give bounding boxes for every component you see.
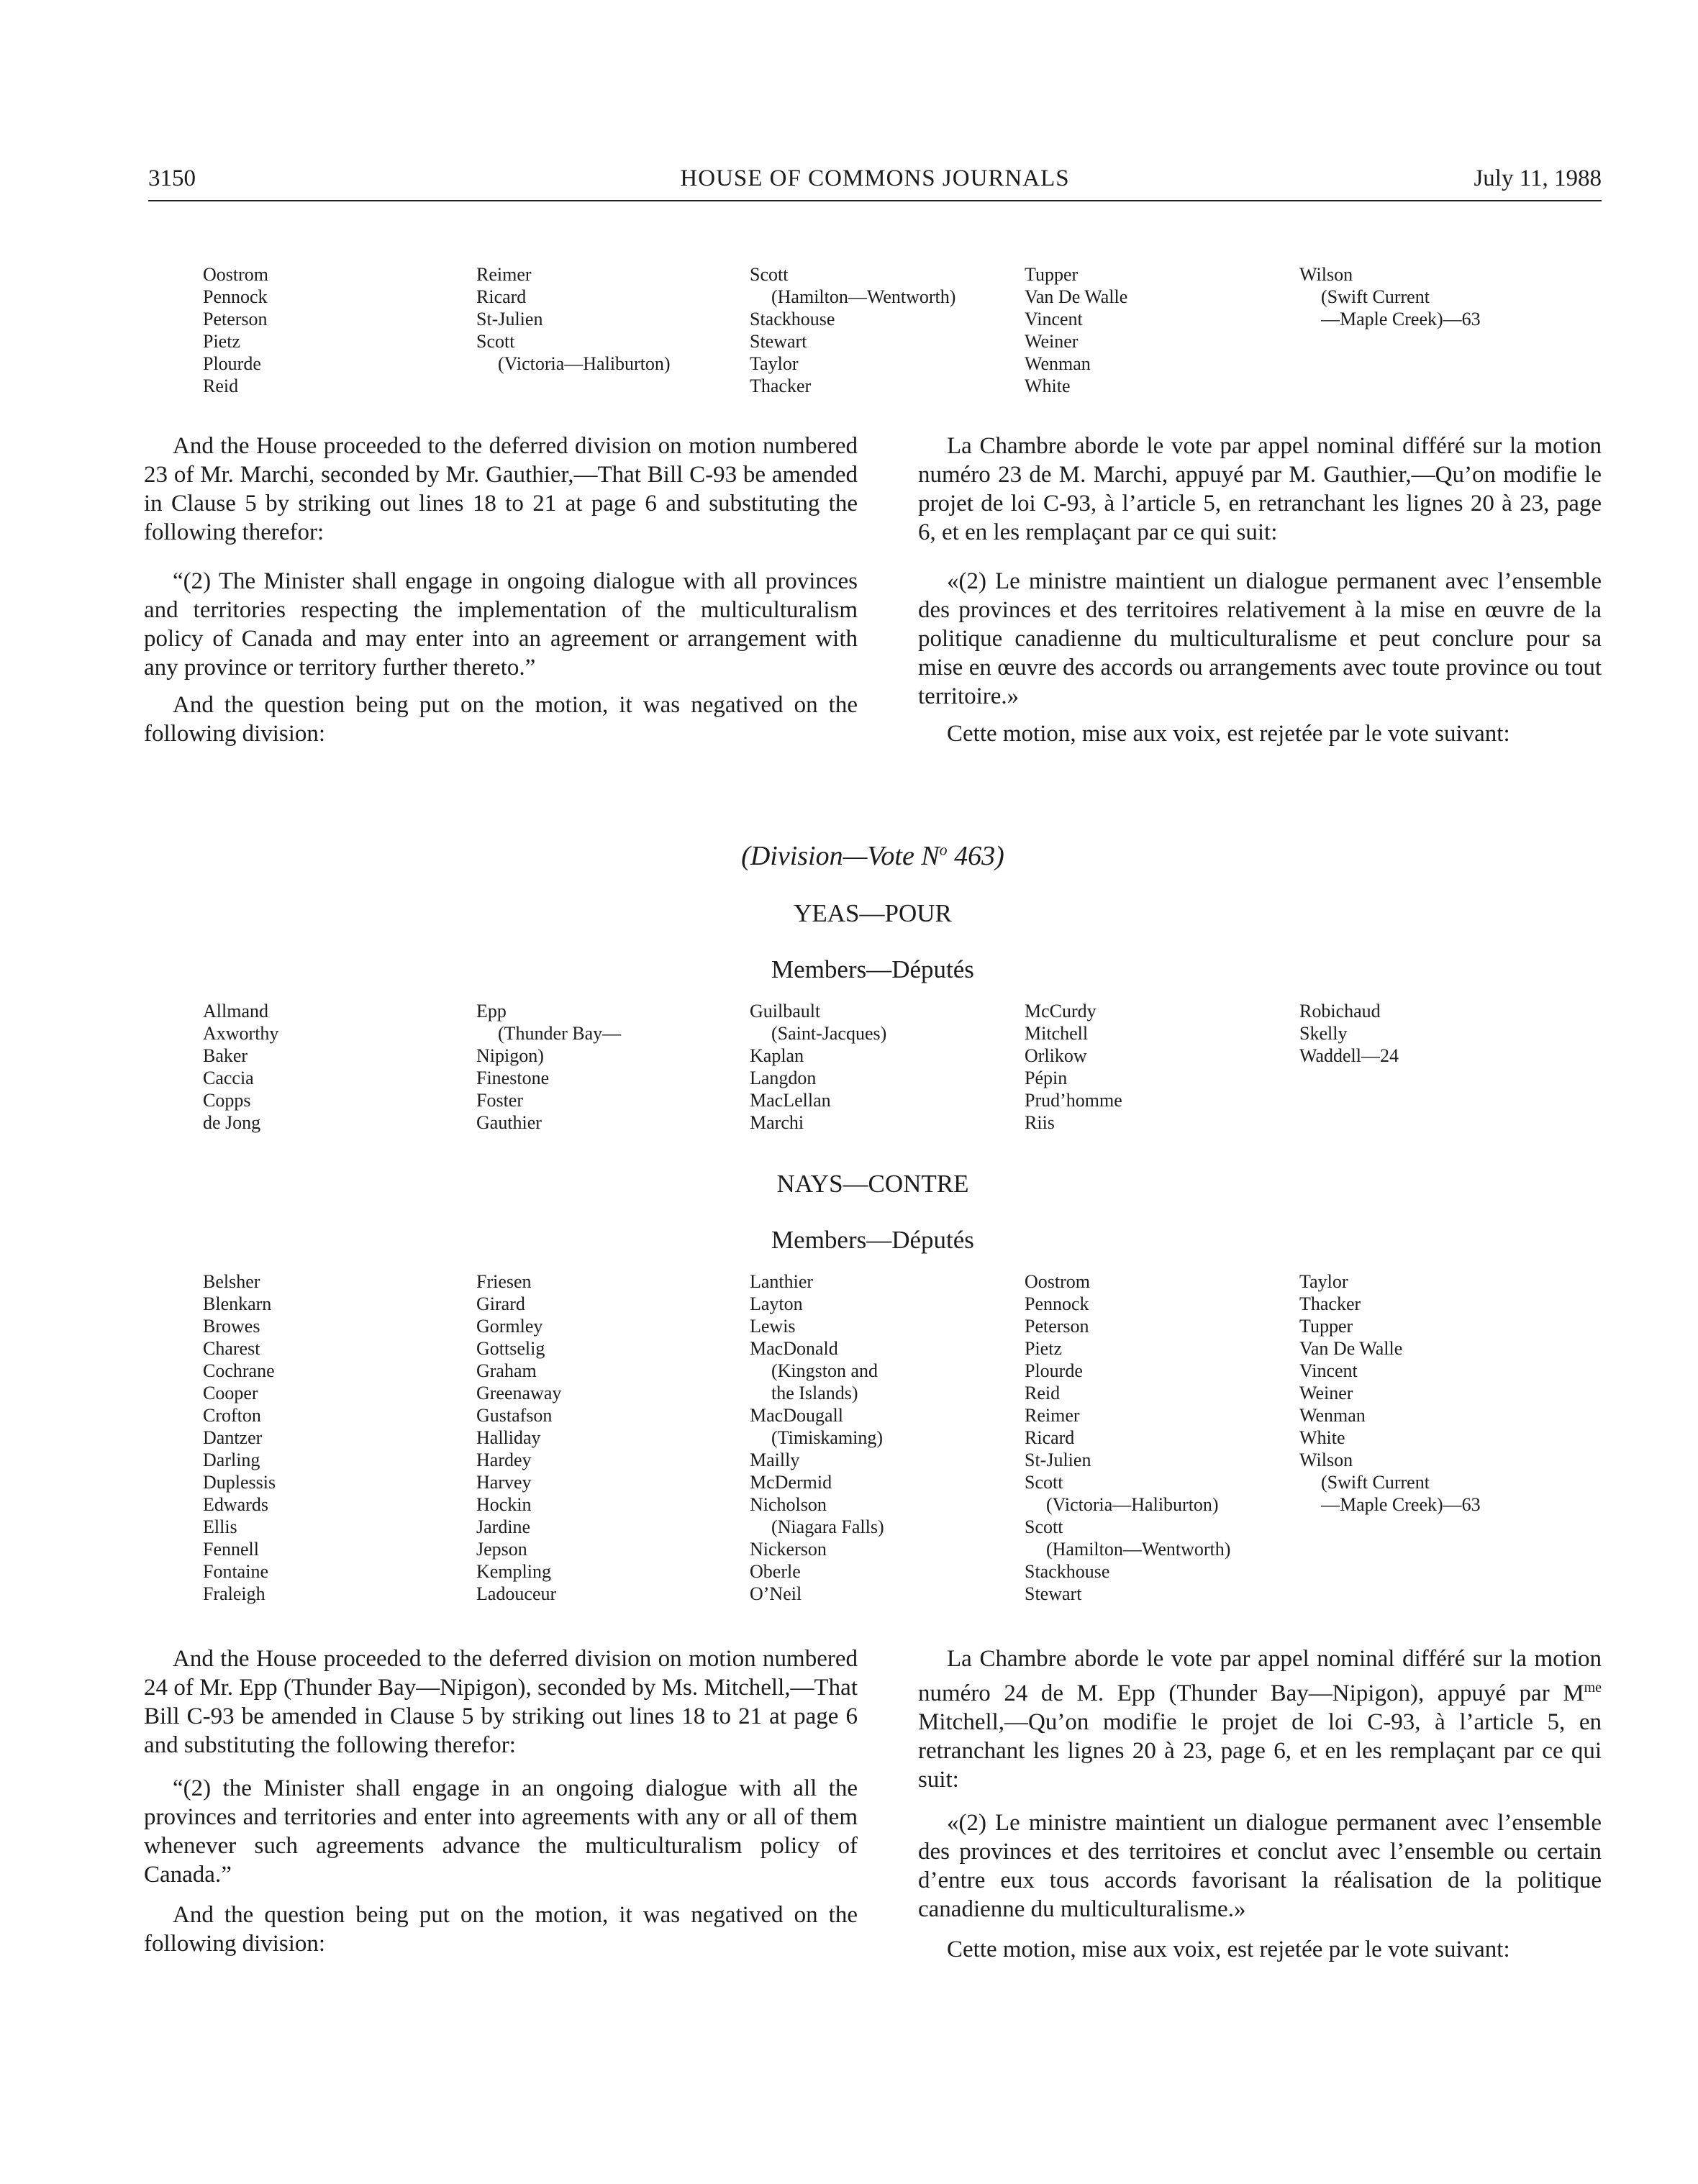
journal-title: HOUSE OF COMMONS JOURNALS xyxy=(680,165,1070,191)
yeas-members-heading: Members—Députés xyxy=(771,955,974,983)
member-name: McDermid xyxy=(750,1472,832,1493)
member-name: Van De Walle xyxy=(1299,1338,1403,1359)
member-name: McCurdy xyxy=(1025,1001,1097,1022)
yeas-heading: YEAS—POUR xyxy=(794,899,952,927)
member-name: MacDonald xyxy=(750,1338,838,1359)
member-name: Orlikow xyxy=(1025,1045,1087,1066)
name-column-5 xyxy=(1299,263,1573,330)
member-name: Duplessis xyxy=(203,1472,276,1493)
member-name: Wenman xyxy=(1025,353,1091,374)
member-name: Girard xyxy=(476,1293,525,1314)
member-name: Kempling xyxy=(476,1561,551,1582)
member-name: Cochrane xyxy=(203,1360,275,1381)
member-name: Prud’homme xyxy=(1025,1090,1122,1111)
member-name: Hockin xyxy=(476,1494,532,1515)
name-column-2 xyxy=(476,263,750,375)
member-name: Pietz xyxy=(203,331,240,352)
member-name: Reimer xyxy=(476,264,532,285)
motion-result: And the question being put on the motion, it was negatived on the following division: xyxy=(144,1902,858,1957)
member-name: Scott xyxy=(476,331,515,352)
name-column-3 xyxy=(750,1000,1023,1134)
member-name: Layton xyxy=(750,1293,803,1314)
member-name: Fontaine xyxy=(203,1561,268,1582)
motion-quote: “(2) The Minister shall engage in ongoing dialogue with all provinces and territories respecting the implementation of the multiculturalism policy of Canada and may enter into an agreement or arrangement with any province or territory further thereto.” xyxy=(144,568,858,681)
member-name: —Maple Creek)—63 xyxy=(1321,309,1481,329)
member-name: Weiner xyxy=(1299,1383,1353,1403)
member-name: Harvey xyxy=(476,1472,532,1493)
name-column-3 xyxy=(750,1270,1023,1605)
name-column-3 xyxy=(750,263,1023,397)
motion-intro: La Chambre aborde le vote par appel nominal différé sur la motion numéro 23 de M. Marchi, appuyé par M. Gauthier,—Qu’on modifie le projet de loi C-93, à l’article 5, en retranchant les lignes 20 à 23, page 6, et en les remplaçant par ce qui suit: xyxy=(918,433,1602,545)
member-name: (Thunder Bay— xyxy=(498,1023,622,1044)
member-name: —Maple Creek)—63 xyxy=(1321,1494,1481,1515)
member-name: Oberle xyxy=(750,1561,801,1582)
member-name: (Kingston and xyxy=(771,1360,878,1381)
name-column-2 xyxy=(476,1000,750,1134)
member-name: Plourde xyxy=(203,353,261,374)
motion-quote: “(2) the Minister shall engage in an ongoing dialogue with all the provinces and territories and enter into agreements with any or all of them whenever such agreements advance the multiculturalism policy of Canada.” xyxy=(144,1775,858,1888)
member-name: Fennell xyxy=(203,1539,259,1560)
member-name: Ricard xyxy=(1025,1427,1075,1448)
motion-24-french xyxy=(918,1644,1602,1964)
member-name: de Jong xyxy=(203,1112,261,1133)
motion-quote: «(2) Le ministre maintient un dialogue permanent avec l’ensemble des provinces et des territoires relativement à la mise en œuvre de la politique canadienne du multiculturalisme et peut conclure pour sa mise en œuvre des accords ou arrangements avec toute province ou tout territoire.» xyxy=(918,568,1602,709)
member-name: Taylor xyxy=(750,353,799,374)
motion-result: Cette motion, mise aux voix, est rejetée par le vote suivant: xyxy=(947,721,1510,747)
name-column-4 xyxy=(1025,1000,1298,1134)
member-name: Marchi xyxy=(750,1112,804,1133)
member-name: Gustafson xyxy=(476,1405,553,1426)
motion-23-french xyxy=(918,432,1602,748)
motion-24-english xyxy=(144,1644,858,1958)
member-name: Gottselig xyxy=(476,1338,545,1359)
member-name: Copps xyxy=(203,1090,251,1111)
name-column-2 xyxy=(476,1270,750,1605)
member-name: Vincent xyxy=(1299,1360,1358,1381)
member-name: O’Neil xyxy=(750,1583,802,1604)
yeas-list xyxy=(203,1000,1599,1137)
member-name: (Saint-Jacques) xyxy=(771,1023,887,1044)
member-name: Wilson xyxy=(1299,264,1353,285)
member-name: Plourde xyxy=(1025,1360,1083,1381)
member-name: Guilbault xyxy=(750,1001,821,1022)
member-name: (Niagara Falls) xyxy=(771,1516,884,1537)
member-name: Peterson xyxy=(203,309,268,329)
member-name: (Hamilton—Wentworth) xyxy=(1046,1539,1231,1560)
member-name: Blenkarn xyxy=(203,1293,272,1314)
member-name: Greenaway xyxy=(476,1383,562,1403)
member-name: Charest xyxy=(203,1338,260,1359)
member-name: Lanthier xyxy=(750,1271,814,1292)
member-name: Ladouceur xyxy=(476,1583,557,1604)
member-name: MacLellan xyxy=(750,1090,831,1111)
name-column-1 xyxy=(203,263,476,397)
member-name: St-Julien xyxy=(1025,1450,1091,1470)
motion-quote: «(2) Le ministre maintient un dialogue permanent avec l’ensemble des provinces et des territoires et conclut avec l’ensemble ou certain d’entre eux tous accords favorisant la réalisation de la politique canadienne du multiculturalisme.» xyxy=(918,1810,1602,1922)
member-name: Reid xyxy=(1025,1383,1061,1403)
member-name: Tupper xyxy=(1025,264,1079,285)
member-name: Pennock xyxy=(1025,1293,1089,1314)
member-name: Skelly xyxy=(1299,1023,1348,1044)
motion-intro: And the House proceeded to the deferred division on motion numbered 23 of Mr. Marchi, seconded by Mr. Gauthier,—That Bill C-93 be amended in Clause 5 by striking out lines 18 to 21 at page 6 and substituting the following therefor: xyxy=(144,433,858,545)
member-name: Scott xyxy=(1025,1472,1063,1493)
name-column-1 xyxy=(203,1000,476,1134)
member-name: Epp xyxy=(476,1001,507,1022)
member-name: MacDougall xyxy=(750,1405,843,1426)
member-name: Stewart xyxy=(1025,1583,1082,1604)
member-name: Baker xyxy=(203,1045,248,1066)
nays-members-heading: Members—Députés xyxy=(771,1226,974,1254)
member-name: Oostrom xyxy=(203,264,268,285)
division-vote-label: (Division—Vote $N^o$ 463) xyxy=(741,840,1004,871)
member-name: Langdon xyxy=(750,1068,817,1088)
member-name: Darling xyxy=(203,1450,260,1470)
motion-result: And the question being put on the motion, it was negatived on the following division: xyxy=(144,692,858,747)
member-name: (Swift Current xyxy=(1321,286,1430,307)
member-name: Pépin xyxy=(1025,1068,1068,1088)
member-name: St-Julien xyxy=(476,309,543,329)
member-name: Edwards xyxy=(203,1494,268,1515)
nays-heading: NAYS—CONTRE xyxy=(776,1170,969,1198)
header-date: July 11, 1988 xyxy=(1474,165,1602,191)
member-name: Scott xyxy=(1025,1516,1063,1537)
member-name: Vincent xyxy=(1025,309,1083,329)
member-name: Van De Walle xyxy=(1025,286,1128,307)
member-name: Robichaud xyxy=(1299,1001,1381,1022)
page-number: 3150 xyxy=(148,165,196,191)
member-name: Reid xyxy=(203,376,239,396)
member-name: Thacker xyxy=(750,376,812,396)
carryover-nays-list xyxy=(203,263,1599,400)
member-name: Hardey xyxy=(476,1450,532,1470)
member-name: (Hamilton—Wentworth) xyxy=(771,286,956,307)
member-name: Jepson xyxy=(476,1539,527,1560)
member-name: Gauthier xyxy=(476,1112,542,1133)
member-name: Pennock xyxy=(203,286,268,307)
motion-intro: La Chambre aborde le vote par appel nominal différé sur la motion numéro 24 de M. Epp (Thunder Bay—Nipigon), appuyé par $M^{me}$ Mitchell,—Qu’on modifie le projet de loi C-93, à l’article 5, en retranchant les lignes 20 à 23, page 6, et en les remplaçant par ce qui suit: xyxy=(918,1646,1602,1793)
member-name: Weiner xyxy=(1025,331,1079,352)
member-name: Halliday xyxy=(476,1427,541,1448)
name-column-5 xyxy=(1299,1270,1573,1516)
member-name: Friesen xyxy=(476,1271,532,1292)
page-header xyxy=(148,165,1602,201)
member-name: Stackhouse xyxy=(1025,1561,1110,1582)
member-name: Fraleigh xyxy=(203,1583,265,1604)
member-name: Graham xyxy=(476,1360,537,1381)
member-name: Belsher xyxy=(203,1271,260,1292)
member-name: Reimer xyxy=(1025,1405,1080,1426)
member-name: Ellis xyxy=(203,1516,237,1537)
member-name: Wilson xyxy=(1299,1450,1353,1470)
member-name: Dantzer xyxy=(203,1427,263,1448)
member-name: White xyxy=(1025,376,1071,396)
member-name: the Islands) xyxy=(771,1383,858,1403)
member-name: Mailly xyxy=(750,1450,800,1470)
motion-intro: And the House proceeded to the deferred division on motion numbered 24 of Mr. Epp (Thunder Bay—Nipigon), seconded by Ms. Mitchell,—That Bill C-93 be amended in Clause 5 by striking out lines 18 to 21 at page 6 and substituting the following therefor: xyxy=(144,1646,858,1758)
member-name: Kaplan xyxy=(750,1045,804,1066)
member-name: (Victoria—Haliburton) xyxy=(498,353,671,374)
member-name: Jardine xyxy=(476,1516,531,1537)
member-name: Mitchell xyxy=(1025,1023,1089,1044)
member-name: Browes xyxy=(203,1316,260,1337)
member-name: Gormley xyxy=(476,1316,543,1337)
member-name: (Swift Current xyxy=(1321,1472,1430,1493)
motion-result: Cette motion, mise aux voix, est rejetée par le vote suivant: xyxy=(947,1937,1510,1962)
member-name: (Victoria—Haliburton) xyxy=(1046,1494,1219,1515)
member-name: Taylor xyxy=(1299,1271,1348,1292)
member-name: Nickerson xyxy=(750,1539,827,1560)
motion-23-english xyxy=(144,432,858,748)
member-name: Riis xyxy=(1025,1112,1055,1133)
member-name: Cooper xyxy=(203,1383,258,1403)
member-name: Nipigon) xyxy=(476,1045,544,1066)
member-name: Ricard xyxy=(476,286,527,307)
member-name: Axworthy xyxy=(203,1023,279,1044)
member-name: Stewart xyxy=(750,331,807,352)
member-name: Crofton xyxy=(203,1405,261,1426)
name-column-4 xyxy=(1025,1270,1298,1605)
name-column-1 xyxy=(203,1270,476,1605)
member-name: Waddell—24 xyxy=(1299,1045,1399,1066)
member-name: Finestone xyxy=(476,1068,550,1088)
name-column-4 xyxy=(1025,263,1298,397)
member-name: Nicholson xyxy=(750,1494,827,1515)
member-name: Caccia xyxy=(203,1068,254,1088)
member-name: Lewis xyxy=(750,1316,796,1337)
nays-list xyxy=(203,1270,1599,1616)
member-name: Wenman xyxy=(1299,1405,1366,1426)
member-name: Scott xyxy=(750,264,789,285)
member-name: Peterson xyxy=(1025,1316,1089,1337)
member-name: Pietz xyxy=(1025,1338,1062,1359)
member-name: Oostrom xyxy=(1025,1271,1090,1292)
member-name: Stackhouse xyxy=(750,309,835,329)
name-column-5 xyxy=(1299,1000,1573,1067)
member-name: Tupper xyxy=(1299,1316,1353,1337)
member-name: Allmand xyxy=(203,1001,268,1022)
member-name: Foster xyxy=(476,1090,523,1111)
member-name: Thacker xyxy=(1299,1293,1361,1314)
member-name: (Timiskaming) xyxy=(771,1427,884,1448)
member-name: White xyxy=(1299,1427,1345,1448)
